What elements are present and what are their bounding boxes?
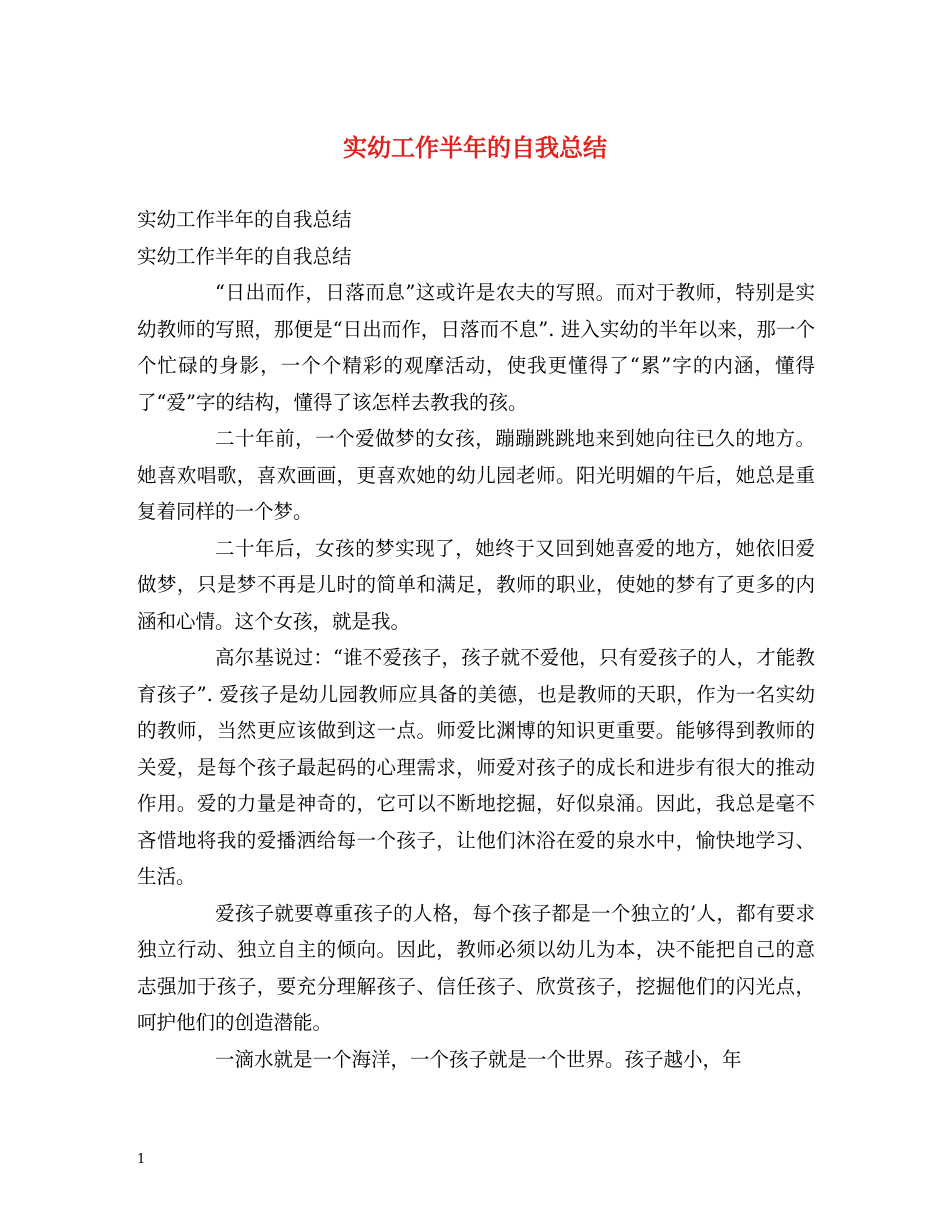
subtitle-line-1: 实幼工作半年的自我总结 bbox=[137, 208, 352, 231]
paragraph-4: 高尔基说过：“谁不爱孩子，孩子就不爱他，只有爱孩子的人，才能教育孩子”. 爱孩子是幼儿园教师应具备的美德，也是教师的天职，作为一名实幼的教师，当然更应该做到这一点。师爱比渊博的知识更重要。能够得到教师的关爱，是每个孩子最起码的心理需求，师爱对孩子的成长和进步有很大的推动作用。爱的力量是神奇的，它可以不断地挖掘，好似泉涌。因此，我总是毫不吝惜地将我的爱播洒给每一个孩子，让他们沐浴在爱的泉水中，愉快地学习、生活。 bbox=[137, 646, 815, 888]
document-title: 实幼工作半年的自我总结 bbox=[343, 133, 607, 162]
page-number: 1 bbox=[137, 1152, 146, 1167]
paragraph-6: 一滴水就是一个海洋，一个孩子就是一个世界。孩子越小，年 bbox=[215, 1047, 742, 1071]
paragraph-5: 爱孩子就要尊重孩子的人格，每个孩子都是一个独立的’人，都有要求独立行动、独立自主的倾向。因此，教师必须以幼儿为本，决不能把自己的意志强加于孩子，要充分理解孩子、信任孩子、欣赏孩子，挖掘他们的闪光点，呵护他们的创造潜能。 bbox=[137, 901, 815, 1034]
paragraph-2: 二十年前，一个爱做梦的女孩，蹦蹦跳跳地来到她向往已久的地方。她喜欢唱歌，喜欢画画，更喜欢她的幼儿园老师。阳光明媚的午后，她总是重复着同样的一个梦。 bbox=[137, 427, 815, 523]
paragraph-1: “日出而作，日落而息”这或许是农夫的写照。而对于教师，特别是实幼教师的写照，那便是“日出而作，日落而不息”. 进入实幼的半年以来，那一个个忙碌的身影，一个个精彩的观摩活动，使我更懂得了“累”字的内涵，懂得了“爱”字的结构，懂得了该怎样去教我的孩。 bbox=[137, 281, 815, 414]
subtitle-line-2: 实幼工作半年的自我总结 bbox=[137, 244, 352, 268]
paragraph-3: 二十年后，女孩的梦实现了，她终于又回到她喜爱的地方，她依旧爱做梦，只是梦不再是儿时的简单和满足，教师的职业，使她的梦有了更多的内涵和心情。这个女孩，就是我。 bbox=[137, 536, 815, 633]
document-body bbox=[137, 202, 815, 1078]
